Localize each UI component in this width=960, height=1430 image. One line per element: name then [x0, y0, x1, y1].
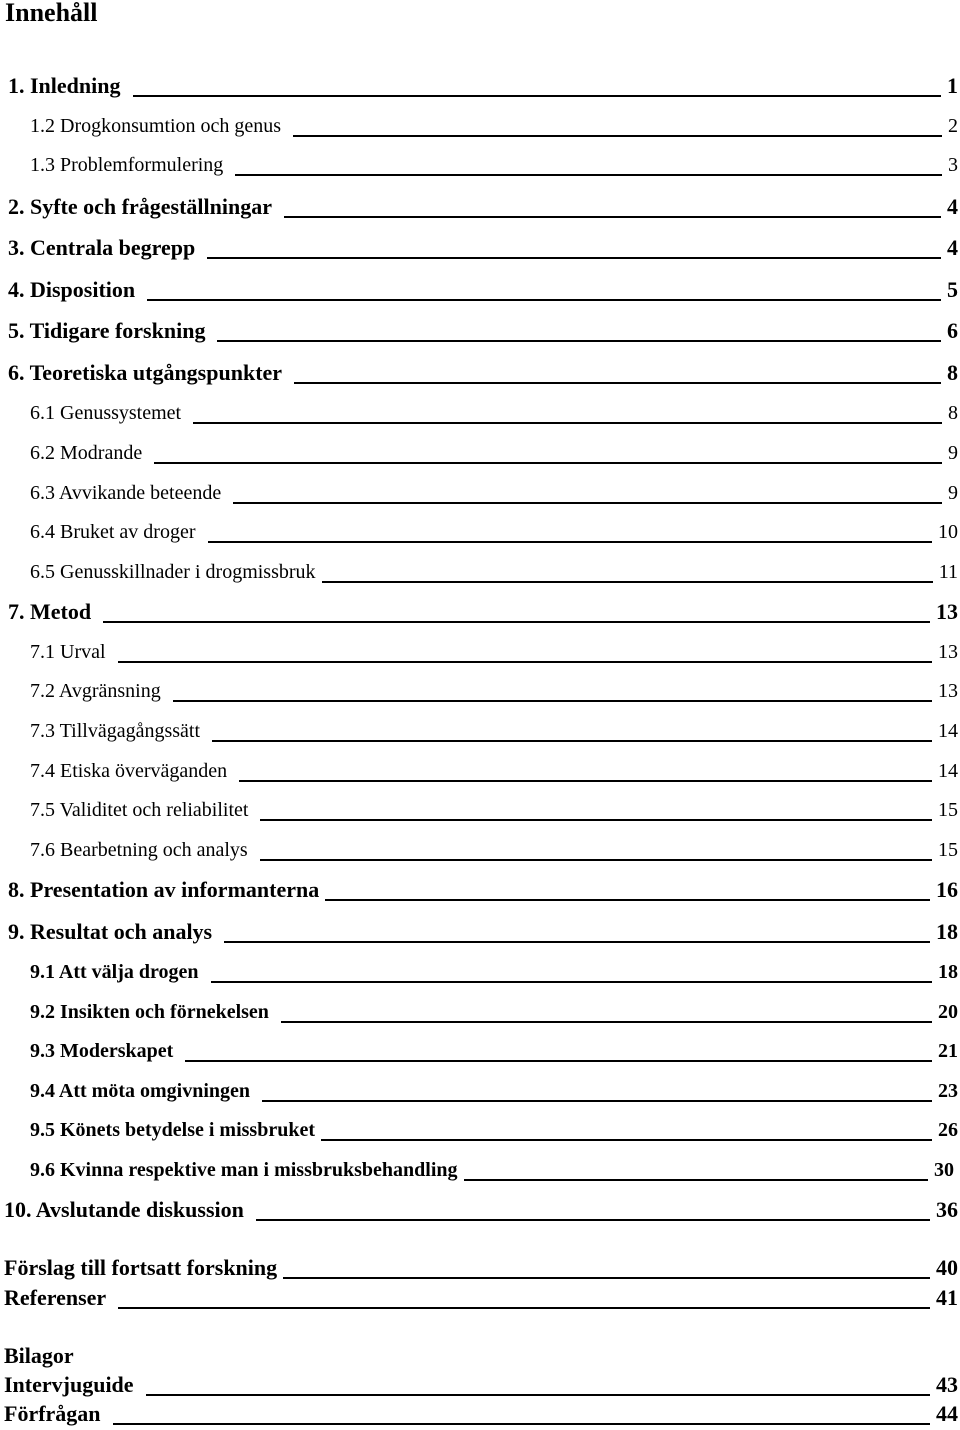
toc-leader-line: [193, 422, 942, 424]
toc-entry: [8, 275, 958, 305]
toc-entry: [30, 835, 958, 865]
toc-entry-page-number: 4: [947, 235, 958, 260]
toc-entry-page-number: 30: [934, 1158, 954, 1181]
toc-entry-page-number: 11: [938, 560, 958, 583]
toc-entry: [8, 597, 958, 627]
toc-leader-line: [146, 1394, 930, 1396]
toc-entry-page-number: 36: [936, 1197, 958, 1222]
toc-entry-label: 8. Presentation av informanterna: [8, 877, 320, 902]
toc-entry: [30, 1155, 954, 1185]
toc-leader-line: [118, 1307, 930, 1309]
toc-leader-line: [260, 819, 932, 821]
toc-leader-line: [185, 1060, 932, 1062]
toc-entry-label: Bilagor: [4, 1343, 74, 1368]
toc-entry: [30, 1115, 958, 1145]
toc-entry: [30, 517, 958, 547]
toc-entry: [30, 111, 958, 141]
toc-entry: [8, 917, 958, 947]
toc-entry: [30, 716, 958, 746]
toc-entry-label: 6.3 Avvikande beteende: [30, 481, 222, 504]
toc-entry-page-number: 20: [938, 1000, 958, 1023]
toc-entry: [30, 1036, 958, 1066]
toc-entry-label: 9.1 Att välja drogen: [30, 960, 199, 983]
toc-entry-page-number: 9: [948, 441, 958, 464]
toc-entry: [30, 756, 958, 786]
toc-leader-line: [154, 462, 942, 464]
toc-entry: [8, 875, 958, 905]
toc-leader-line: [293, 135, 942, 137]
toc-leader-line: [239, 780, 932, 782]
toc-leader-line: [147, 299, 941, 301]
toc-leader-line: [212, 740, 932, 742]
toc-entry-label: 10. Avslutande diskussion: [4, 1197, 244, 1222]
toc-entry-page-number: 4: [947, 194, 958, 219]
toc-entry-page-number: 8: [947, 360, 958, 385]
toc-entry-label: 9.6 Kvinna respektive man i missbruksbehandling: [30, 1158, 458, 1181]
toc-entry-label: 7.3 Tillvägagångssätt: [30, 719, 201, 742]
toc-leader-line: [281, 1021, 932, 1023]
toc-entry: [30, 637, 958, 667]
toc-entry-page-number: 40: [936, 1255, 958, 1280]
toc-entry-label: 1.2 Drogkonsumtion och genus: [30, 114, 282, 137]
toc-entry-label: 6.4 Bruket av droger: [30, 520, 196, 543]
toc-entry-page-number: 3: [948, 153, 958, 176]
page-title: Innehåll: [5, 0, 98, 27]
toc-entry-page-number: 10: [938, 520, 958, 543]
toc-entry-label: 4. Disposition: [8, 277, 136, 302]
toc-leader-line: [464, 1179, 928, 1181]
toc-entry-label: 9.4 Att möta omgivningen: [30, 1079, 250, 1102]
toc-entry: [30, 478, 958, 508]
toc-entry: [4, 1341, 958, 1371]
toc-leader-line: [235, 174, 942, 176]
toc-entry: [30, 557, 958, 587]
toc-entry: [30, 1076, 958, 1106]
toc-entry: [4, 1283, 958, 1313]
toc-entry-label: 7.6 Bearbetning och analys: [30, 838, 248, 861]
toc-entry-page-number: 44: [936, 1401, 958, 1426]
toc-entry-page-number: 16: [936, 877, 958, 902]
toc-entry: [8, 192, 958, 222]
toc-leader-line: [321, 1139, 932, 1141]
toc-entry-label: 3. Centrala begrepp: [8, 235, 196, 260]
toc-leader-line: [133, 95, 942, 97]
toc-leader-line: [173, 700, 932, 702]
toc-entry-page-number: 9: [948, 481, 958, 504]
toc-entry-page-number: 15: [938, 838, 958, 861]
toc-entry-page-number: 13: [936, 599, 958, 624]
toc-entry: [30, 676, 958, 706]
toc-entry-page-number: 15: [938, 798, 958, 821]
toc-entry: [4, 1195, 958, 1225]
toc-leader-line: [233, 502, 942, 504]
toc-entry-label: Förfrågan: [4, 1401, 101, 1426]
toc-entry-label: 1. Inledning: [8, 73, 121, 98]
toc-entry-page-number: 14: [938, 719, 958, 742]
toc-entry: [4, 1399, 958, 1429]
toc-entry-page-number: 13: [938, 679, 958, 702]
toc-entry: [30, 150, 958, 180]
toc-leader-line: [113, 1423, 930, 1425]
toc-entry-label: 7. Metod: [8, 599, 92, 624]
toc-entry: [8, 316, 958, 346]
toc-entry-label: 9.2 Insikten och förnekelsen: [30, 1000, 269, 1023]
toc-entry: [8, 233, 958, 263]
toc-entry-page-number: 18: [938, 960, 958, 983]
toc-entry-page-number: 14: [938, 759, 958, 782]
toc-leader-line: [322, 581, 933, 583]
toc-entry-page-number: 26: [938, 1118, 958, 1141]
toc-entry: [4, 1253, 958, 1283]
toc-entry-label: 6. Teoretiska utgångspunkter: [8, 360, 283, 385]
toc-entry: [8, 71, 958, 101]
toc-entry-label: 1.3 Problemformulering: [30, 153, 224, 176]
toc-entry-label: 6.5 Genusskillnader i drogmissbruk: [30, 560, 316, 583]
toc-leader-line: [283, 1277, 930, 1279]
toc-entry-label: 6.2 Modrande: [30, 441, 143, 464]
toc-leader-line: [118, 661, 932, 663]
toc-entry-label: 9. Resultat och analys: [8, 919, 213, 944]
toc-entry-label: 2. Syfte och frågeställningar: [8, 194, 272, 219]
toc-leader-line: [284, 216, 941, 218]
toc-leader-line: [325, 899, 930, 901]
toc-leader-line: [211, 981, 932, 983]
toc-entry-page-number: 18: [936, 919, 958, 944]
toc-entry: [30, 438, 958, 468]
toc-leader-line: [207, 257, 941, 259]
toc-entry: [30, 997, 958, 1027]
toc-entry-label: 5. Tidigare forskning: [8, 318, 206, 343]
toc-leader-line: [103, 621, 930, 623]
toc-entry: [8, 358, 958, 388]
toc-entry-label: 7.5 Validitet och reliabilitet: [30, 798, 249, 821]
toc-leader-line: [217, 340, 941, 342]
toc-entry-page-number: 1: [947, 73, 958, 98]
toc-entry-label: Intervjuguide: [4, 1372, 134, 1397]
toc-entry-label: 7.2 Avgränsning: [30, 679, 161, 702]
toc-entry-page-number: 2: [948, 114, 958, 137]
toc-entry-page-number: 23: [938, 1079, 958, 1102]
toc-entry: [4, 1370, 958, 1400]
toc-leader-line: [262, 1100, 932, 1102]
toc-entry-label: Referenser: [4, 1285, 107, 1310]
toc-entry-label: 9.5 Könets betydelse i missbruket: [30, 1118, 315, 1141]
toc-entry: [30, 795, 958, 825]
toc-entry: [30, 398, 958, 428]
toc-entry-page-number: 43: [936, 1372, 958, 1397]
toc-entry-page-number: 13: [938, 640, 958, 663]
toc-entry-label: Förslag till fortsatt forskning: [4, 1255, 278, 1280]
toc-entry-page-number: 6: [947, 318, 958, 343]
toc-entry-page-number: 8: [948, 401, 958, 424]
toc-leader-line: [224, 941, 930, 943]
toc-leader-line: [256, 1219, 930, 1221]
toc-entry-label: 9.3 Moderskapet: [30, 1039, 174, 1062]
toc-entry-page-number: 41: [936, 1285, 958, 1310]
toc-entry-page-number: 21: [938, 1039, 958, 1062]
toc-entry-page-number: 5: [947, 277, 958, 302]
toc-entry-label: 6.1 Genussystemet: [30, 401, 182, 424]
toc-leader-line: [260, 859, 932, 861]
toc-leader-line: [294, 382, 941, 384]
toc-leader-line: [208, 541, 932, 543]
toc-entry-label: 7.4 Etiska överväganden: [30, 759, 228, 782]
toc-entry: [30, 957, 958, 987]
toc-entry-label: 7.1 Urval: [30, 640, 106, 663]
